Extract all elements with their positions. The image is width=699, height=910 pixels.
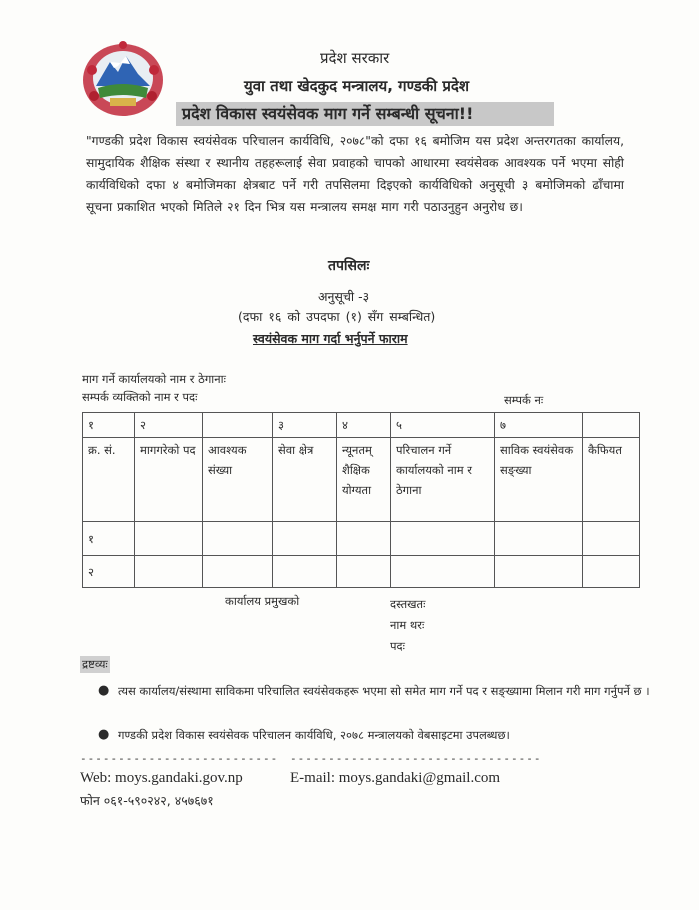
column-number: ३ (273, 413, 337, 438)
post-label: पदः (390, 639, 405, 653)
column-number: २ (135, 413, 203, 438)
divider-left: -------------------------- (80, 752, 279, 765)
empty-cell[interactable] (495, 556, 583, 588)
empty-cell[interactable] (495, 522, 583, 556)
notice-title: प्रदेश विकास स्वयंसेवक माग गर्ने सम्बन्धी सूचना!! (176, 102, 554, 126)
header-service-area: सेवा क्षेत्र (273, 438, 337, 522)
empty-cell[interactable] (583, 556, 640, 588)
column-number: १ (83, 413, 135, 438)
column-number-row (83, 413, 640, 438)
header-ministry-name: युवा तथा खेदकुद मन्त्रालय, गण्डकी प्रदेश (244, 77, 470, 95)
bullet-icon: ● (98, 727, 110, 742)
note-label: द्रष्टव्यः (82, 657, 108, 671)
note-item (98, 724, 678, 746)
bullet-icon: ● (98, 683, 110, 698)
empty-cell[interactable] (391, 556, 495, 588)
note-text: गण्डकी प्रदेश विकास स्वयंसेवक परिचालन कार्यविधि, २०७८ मन्त्रालयको वेबसाइटमा उपलब्धछ। (118, 728, 510, 742)
column-number (583, 413, 640, 438)
empty-cell[interactable] (337, 556, 391, 588)
header-government-name: प्रदेश सरकार (320, 49, 390, 67)
row-serial: २ (83, 556, 135, 588)
empty-cell[interactable] (337, 522, 391, 556)
header-post: मागगरेको पद (135, 438, 203, 522)
header-serial: क्र. सं. (83, 438, 135, 522)
note-text: त्यस कार्यालय/संस्थामा साविकमा परिचालित स्वयंसेवकहरू भएमा सो समेत माग गर्ने पद र सङ्ख्यामा मिलान गरी माग गर्नुपर्ने छ । (118, 684, 650, 698)
empty-cell[interactable] (273, 556, 337, 588)
empty-cell[interactable] (391, 522, 495, 556)
empty-cell[interactable] (135, 522, 203, 556)
phone-number: फोन ०६१-५९०२४२, ४५७६७१ (80, 793, 214, 808)
notice-paragraph: "गण्डकी प्रदेश विकास स्वयंसेवक परिचालन कार्यविधि, २०७८"को दफा १६ बमोजिम यस प्रदेश अन्तरगतका कार्यालय, सामुदायिक शैक्षिक संस्था र स्थानीय तहहरूलाई सेवा प्रवाहको चापको आधारमा स्वयंसेवक आवश्यक पर्ने भएमा सोही कार्यविधिको दफा ४ बमोजिमका क्षेत्रबाट पर्ने गरी तपसिलमा दिइएको कार्यविधिको अनुसूची ३ बमोजिमको ढाँचामा सूचना प्रकाशित भएको मितिले २१ दिन भित्र यस मन्त्रालय समक्ष माग गरी पठाउनुहुन अनुरोध छ। (86, 134, 624, 214)
empty-cell[interactable] (273, 522, 337, 556)
contact-person-label: सम्पर्क व्यक्तिको नाम र पदः (82, 390, 198, 404)
divider-right: --------------------------------- (290, 752, 542, 765)
header-min-qualification: न्यूनतम् शैक्षिक योग्यता (337, 438, 391, 522)
empty-cell[interactable] (203, 556, 273, 588)
office-name-label: माग गर्ने कार्यालयको नाम र ठेगानाः (82, 372, 226, 386)
table-row (83, 556, 640, 588)
header-required-number: आवश्यक संख्या (203, 438, 273, 522)
column-number: ४ (337, 413, 391, 438)
office-chief-label: कार्यालय प्रमुखको (225, 594, 300, 608)
signature-label: दस्तखतः (390, 597, 426, 611)
row-serial: १ (83, 522, 135, 556)
column-number (203, 413, 273, 438)
header-remarks: कैफियत (583, 438, 640, 522)
website-link[interactable]: Web: moys.gandaki.gov.np (80, 770, 243, 786)
header-row (83, 438, 640, 522)
contact-number-label: सम्पर्क नः (504, 393, 544, 407)
empty-cell[interactable] (583, 522, 640, 556)
schedule-label: अनुसूची -३ (318, 289, 370, 304)
header-deploying-office: परिचालन गर्ने कार्यालयको नाम र ठेगाना (391, 438, 495, 522)
tapsil-heading: तपसिलः (328, 258, 370, 274)
column-number: ७ (495, 413, 583, 438)
empty-cell[interactable] (135, 556, 203, 588)
note-item (98, 680, 678, 702)
request-form-table (82, 412, 640, 588)
schedule-reference: (दफा १६ को उपदफा (१) सँग सम्बन्धित) (238, 309, 436, 324)
full-name-label: नाम थरः (390, 618, 425, 632)
empty-cell[interactable] (203, 522, 273, 556)
nepal-government-emblem-icon (80, 40, 166, 118)
column-number: ५ (391, 413, 495, 438)
email-link[interactable]: E-mail: moys.gandaki@gmail.com (290, 770, 501, 786)
header-existing-volunteers: साविक स्वयंसेवक सङ्ख्या (495, 438, 583, 522)
form-title: स्वयंसेवक माग गर्दा भर्नुपर्ने फाराम (253, 331, 408, 346)
table-row (83, 522, 640, 556)
